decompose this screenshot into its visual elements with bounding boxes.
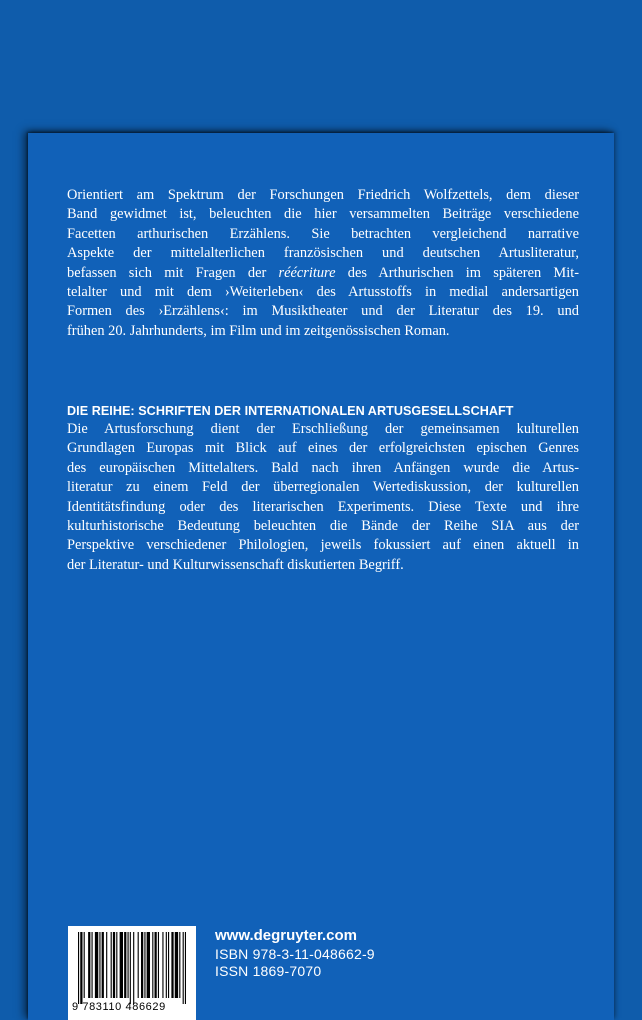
series-line: Die Artusforschung dient der Erschließung der gemeinsamen kulturellen <box>67 421 579 437</box>
barcode-bar <box>141 932 143 998</box>
series-heading: DIE REIHE: SCHRIFTEN DER INTERNATIONALEN ARTUSGESELLSCHAFT <box>67 404 514 418</box>
blurb-line: Band gewidmet ist, beleuchten die hier versammelten Beiträge verschiedene <box>67 206 579 223</box>
barcode-icon <box>78 932 186 1004</box>
barcode-bar <box>84 932 85 998</box>
series-line: der Literatur- und Kulturwissenschaft diskutierten Begriff. <box>67 556 404 573</box>
barcode-digits: 9 783110 486629 <box>72 1001 166 1013</box>
blurb-paragraph <box>67 186 579 341</box>
barcode-bar <box>185 932 186 1004</box>
barcode-bar <box>88 932 90 998</box>
barcode-bar <box>133 932 134 1004</box>
barcode-bar <box>130 932 131 1004</box>
barcode-bar <box>162 932 163 998</box>
barcode-bar <box>102 932 104 998</box>
blurb-text: des Arthurischen im späteren Mit- <box>335 264 579 281</box>
barcode-bar <box>106 932 107 998</box>
blurb-text: befassen sich mit Fragen der <box>67 264 279 281</box>
barcode-bar <box>179 932 180 998</box>
barcode-bar <box>147 932 150 998</box>
barcode-bar <box>92 932 93 998</box>
barcode-bar <box>78 932 79 1004</box>
series-line: Perspektive verschiedener Philologien, jeweils fokussiert auf einen aktuell in <box>67 537 579 554</box>
barcode-bar <box>168 932 169 998</box>
blurb-line: Orientiert am Spektrum der Forschungen Friedrich Wolfzettels, dem dieser <box>67 187 579 203</box>
issn-number: ISSN 1869-7070 <box>215 963 322 979</box>
book-blurb <box>67 186 579 341</box>
series-description <box>67 420 579 575</box>
barcode-bar <box>158 932 159 998</box>
barcode-bar <box>171 932 173 998</box>
series-line: literatur zu einem Feld der überregionalen Wertediskussion, der kulturellen <box>67 479 579 496</box>
barcode-bar <box>128 932 129 998</box>
isbn-barcode <box>68 926 196 1020</box>
barcode-bar <box>144 932 145 998</box>
blurb-italic-term: réécriture <box>278 264 336 281</box>
barcode-bar <box>113 932 115 998</box>
barcode-bar <box>80 932 82 1004</box>
series-line: kulturhistorische Bedeutung beleuchten die Bände der Reihe SIA aus der <box>67 518 579 535</box>
barcode-bar <box>116 932 117 998</box>
barcode-bar <box>124 932 126 998</box>
blurb-line: Facetten arthurischen Erzählens. Sie betrachten vergleichend narrative <box>67 225 579 242</box>
barcode-bar <box>138 932 139 998</box>
blurb-line: frühen 20. Jahrhunderts, im Film und im zeitgenössischen Roman. <box>67 322 450 339</box>
blurb-line: telalter und mit dem ›Weiterleben‹ des Artusstoffs in medial andersartigen <box>67 284 579 301</box>
barcode-bar <box>152 932 153 998</box>
series-line: Identitätsfindung oder des literarischen Experiments. Diese Texte und ihre <box>67 498 579 515</box>
barcode-bar <box>99 932 100 998</box>
isbn-number: ISBN 978-3-11-048662-9 <box>215 946 375 962</box>
barcode-bar <box>155 932 157 998</box>
series-line: des europäischen Mittelalters. Bald nach ihren Anfängen wurde die Artus- <box>67 459 579 476</box>
barcode-bar <box>183 932 184 1004</box>
barcode-bar <box>120 932 123 998</box>
series-line: Grundlagen Europas mit Blick auf eines der erfolgreichsten epischen Genres <box>67 440 579 457</box>
barcode-bar <box>166 932 167 998</box>
publisher-url[interactable]: www.degruyter.com <box>215 927 357 944</box>
publisher-info <box>215 926 375 980</box>
barcode-bar <box>111 932 112 998</box>
blurb-line: Aspekte der mittelalterlichen französischen und deutschen Artusliteratur, <box>67 245 579 262</box>
blurb-line: Formen des ›Erzählens‹: im Musiktheater und der Literatur des 19. und <box>67 303 579 320</box>
barcode-bar <box>95 932 98 998</box>
barcode-bar <box>175 932 178 998</box>
blurb-line-with-italic <box>67 264 579 283</box>
